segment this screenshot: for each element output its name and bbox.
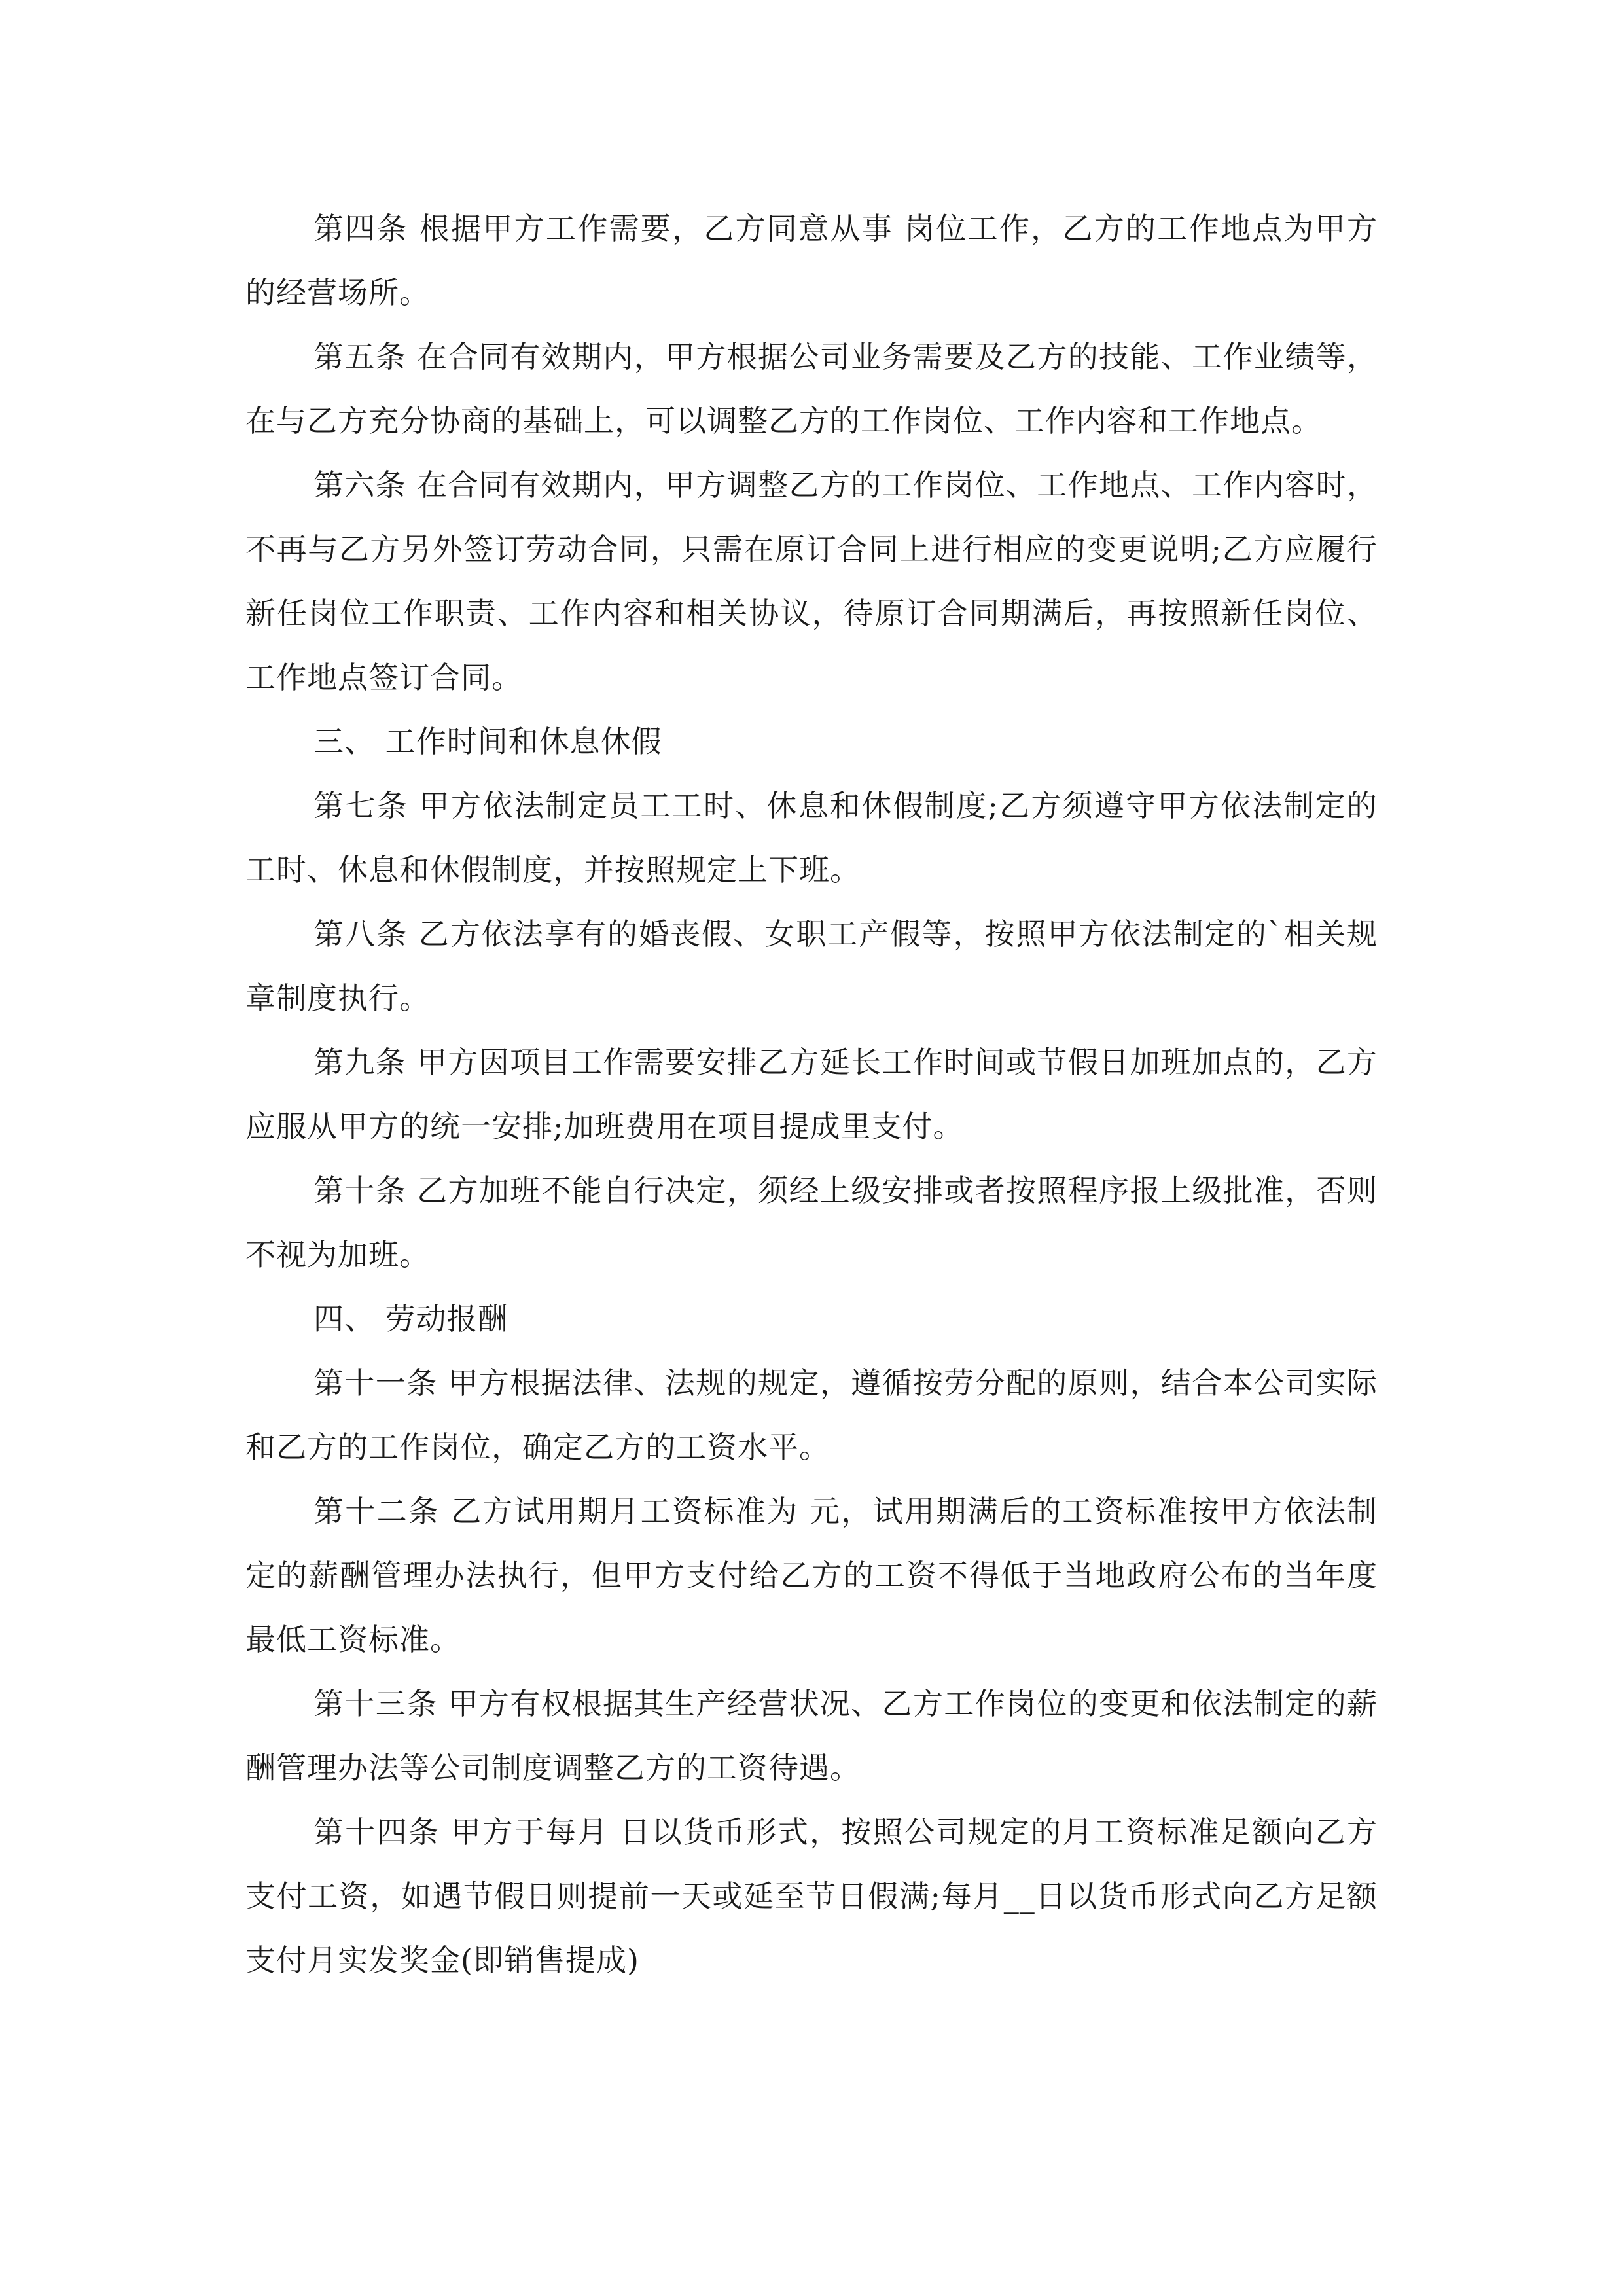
document-body: [245, 196, 1378, 1992]
article-10: 第十条 乙方加班不能自行决定，须经上级安排或者按照程序报上级批准，否则不视为加班。: [245, 1173, 1378, 1272]
article-13: 第十三条 甲方有权根据其生产经营状况、乙方工作岗位的变更和依法制定的薪酬管理办法等公司制度调整乙方的工资待遇。: [245, 1686, 1378, 1785]
article-9: 第九条 甲方因项目工作需要安排乙方延长工作时间或节假日加班加点的，乙方应服从甲方的统一安排;加班费用在项目提成里支付。: [245, 1045, 1378, 1144]
section-heading-remuneration: 四、 劳动报酬: [313, 1301, 508, 1336]
section-heading-work-hours: 三、 工作时间和休息休假: [313, 724, 662, 759]
article-11: 第十一条 甲方根据法律、法规的规定，遵循按劳分配的原则，结合本公司实际和乙方的工作岗位，确定乙方的工资水平。: [245, 1365, 1378, 1465]
article-4: 第四条 根据甲方工作需要，乙方同意从事 岗位工作，乙方的工作地点为甲方的经营场所。: [245, 211, 1378, 310]
article-7: 第七条 甲方依法制定员工工时、休息和休假制度;乙方须遵守甲方依法制定的工时、休息和休假制度，并按照规定上下班。: [245, 788, 1378, 888]
article-12: 第十二条 乙方试用期月工资标准为 元，试用期满后的工资标准按甲方依法制定的薪酬管理办法执行，但甲方支付给乙方的工资不得低于当地政府公布的当年度最低工资标准。: [245, 1494, 1378, 1657]
article-5: 第五条 在合同有效期内，甲方根据公司业务需要及乙方的技能、工作业绩等，在与乙方充分协商的基础上，可以调整乙方的工作岗位、工作内容和工作地点。: [245, 339, 1378, 439]
article-6: 第六条 在合同有效期内，甲方调整乙方的工作岗位、工作地点、工作内容时，不再与乙方另外签订劳动合同，只需在原订合同上进行相应的变更说明;乙方应履行新任岗位工作职责、工作内容和相关协议，待原订合同期满后，再按照新任岗位、工作地点签订合同。: [245, 467, 1378, 695]
article-8: 第八条 乙方依法享有的婚丧假、女职工产假等，按照甲方依法制定的`相关规章制度执行。: [245, 916, 1378, 1016]
article-14: 第十四条 甲方于每月 日以货币形式，按照公司规定的月工资标准足额向乙方支付工资，如遇节假日则提前一天或延至节日假满;每月__日以货币形式向乙方足额支付月实发奖金(即销售提成): [245, 1814, 1378, 1978]
